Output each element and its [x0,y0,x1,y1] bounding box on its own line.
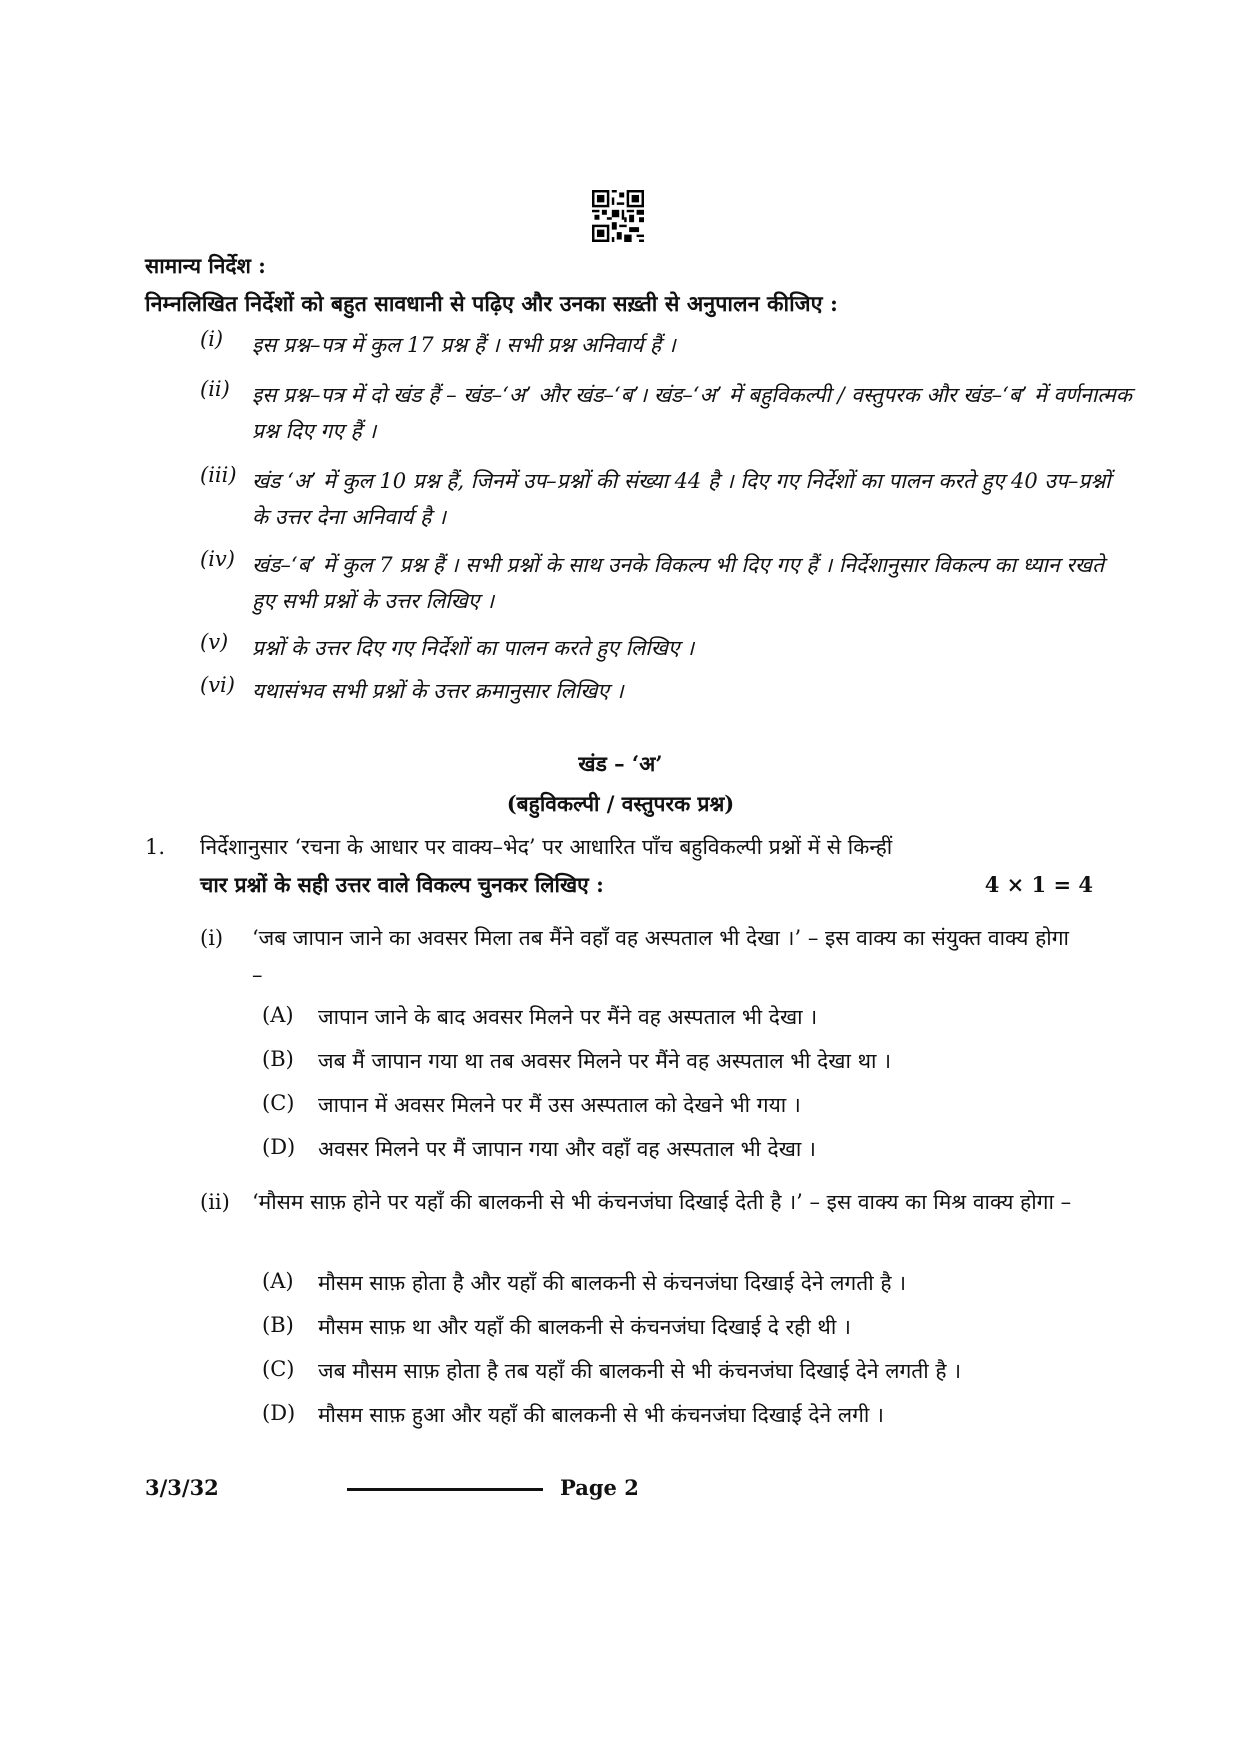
option-label: (B) [262,1313,294,1337]
instructions-intro: निम्नलिखित निर्देशों को बहुत सावधानी से पढ़िए और उनका सख़्ती से अनुपालन कीजिए : [145,292,838,317]
marks-label: 4 × 1 = 4 [984,872,1093,897]
option-text: जब मौसम साफ़ होता है तब यहाँ की बालकनी से भी कंचनजंघा दिखाई देने लगती है । [318,1359,962,1383]
instruction-text: इस प्रश्न–पत्र में कुल 17 प्रश्न हैं । सभी प्रश्न अनिवार्य हैं । [252,333,676,357]
option-text: मौसम साफ़ था और यहाँ की बालकनी से कंचनजंघा दिखाई दे रही थी । [318,1315,851,1339]
instruction-number: (ii) [200,377,230,401]
paper-code: 3/3/32 [145,1475,219,1500]
option-label: (D) [262,1401,296,1425]
option-text: जब मैं जापान गया था तब अवसर मिलने पर मैंने वह अस्पताल भी देखा था । [318,1049,892,1073]
instruction-text: इस प्रश्न–पत्र में दो खंड हैं – खंड–‘अ’ और खंड–‘ब’। खंड–‘अ’ में बहुविकल्पी / वस्तुपरक और खंड–‘ब’ में वर्णनात्मक प्रश्न दिए गए हैं । [252,383,1132,443]
option-label: (C) [262,1357,295,1381]
instruction-text: प्रश्नों के उत्तर दिए गए निर्देशों का पालन करते हुए लिखिए । [252,636,695,660]
sub-question-text: ‘मौसम साफ़ होने पर यहाँ की बालकनी से भी कंचनजंघा दिखाई देती है ।’ – इस वाक्य का मिश्र वाक्य होगा – [252,1190,1072,1214]
question-text-line1: निर्देशानुसार ‘रचना के आधार पर वाक्य–भेद’ पर आधारित पाँच बहुविकल्पी प्रश्नों में से किन्हीं [200,835,893,859]
section-title: खंड – ‘अ’ [578,751,663,776]
sub-question-number: (i) [200,926,224,950]
option-text: मौसम साफ़ होता है और यहाँ की बालकनी से कंचनजंघा दिखाई देने लगती है । [318,1271,907,1295]
option-label: (C) [262,1091,295,1115]
question-number: 1. [145,835,166,859]
sub-question-number: (ii) [200,1190,230,1214]
footer-divider [347,1488,543,1491]
general-instructions-heading: सामान्य निर्देश : [145,253,266,278]
question-text-line2: चार प्रश्नों के सही उत्तर वाले विकल्प चुनकर लिखिए : [200,872,604,897]
instruction-text: खंड ‘अ’ में कुल 10 प्रश्न हैं, जिनमें उप–प्रश्नों की संख्या 44 है । दिए गए निर्देशों का पालन करते हुए 40 उप–प्रश्नों के उत्तर देना अनिवार्य है । [252,469,1111,529]
instruction-number: (i) [200,327,224,351]
qr-code-icon [592,190,644,242]
section-subtitle: (बहुविकल्पी / वस्तुपरक प्रश्न) [506,791,735,816]
option-text: अवसर मिलने पर मैं जापान गया और वहाँ वह अस्पताल भी देखा । [318,1137,816,1161]
option-text: मौसम साफ़ हुआ और यहाँ की बालकनी से भी कंचनजंघा दिखाई देने लगी । [318,1403,884,1427]
option-label: (A) [262,1003,294,1027]
option-label: (A) [262,1269,294,1293]
instruction-text: खंड–‘ब’ में कुल 7 प्रश्न हैं । सभी प्रश्नों के साथ उनके विकल्प भी दिए गए हैं । निर्देशानुसार विकल्प का ध्यान रखते हुए सभी प्रश्नों के उत्तर लिखिए । [252,553,1105,613]
sub-question-text: ‘जब जापान जाने का अवसर मिला तब मैंने वहाँ वह अस्पताल भी देखा ।’ – इस वाक्य का संयुक्त वाक्य होगा – [252,926,1069,987]
option-label: (D) [262,1135,296,1159]
option-text: जापान जाने के बाद अवसर मिलने पर मैंने वह अस्पताल भी देखा । [318,1005,818,1029]
page-number: Page 2 [560,1475,639,1500]
instruction-number: (iv) [200,547,235,571]
instruction-number: (v) [200,630,229,654]
instruction-number: (iii) [200,463,237,487]
option-label: (B) [262,1047,294,1071]
instruction-number: (vi) [200,673,235,697]
option-text: जापान में अवसर मिलने पर मैं उस अस्पताल को देखने भी गया । [318,1093,801,1117]
instruction-text: यथासंभव सभी प्रश्नों के उत्तर क्रमानुसार लिखिए । [252,679,624,703]
